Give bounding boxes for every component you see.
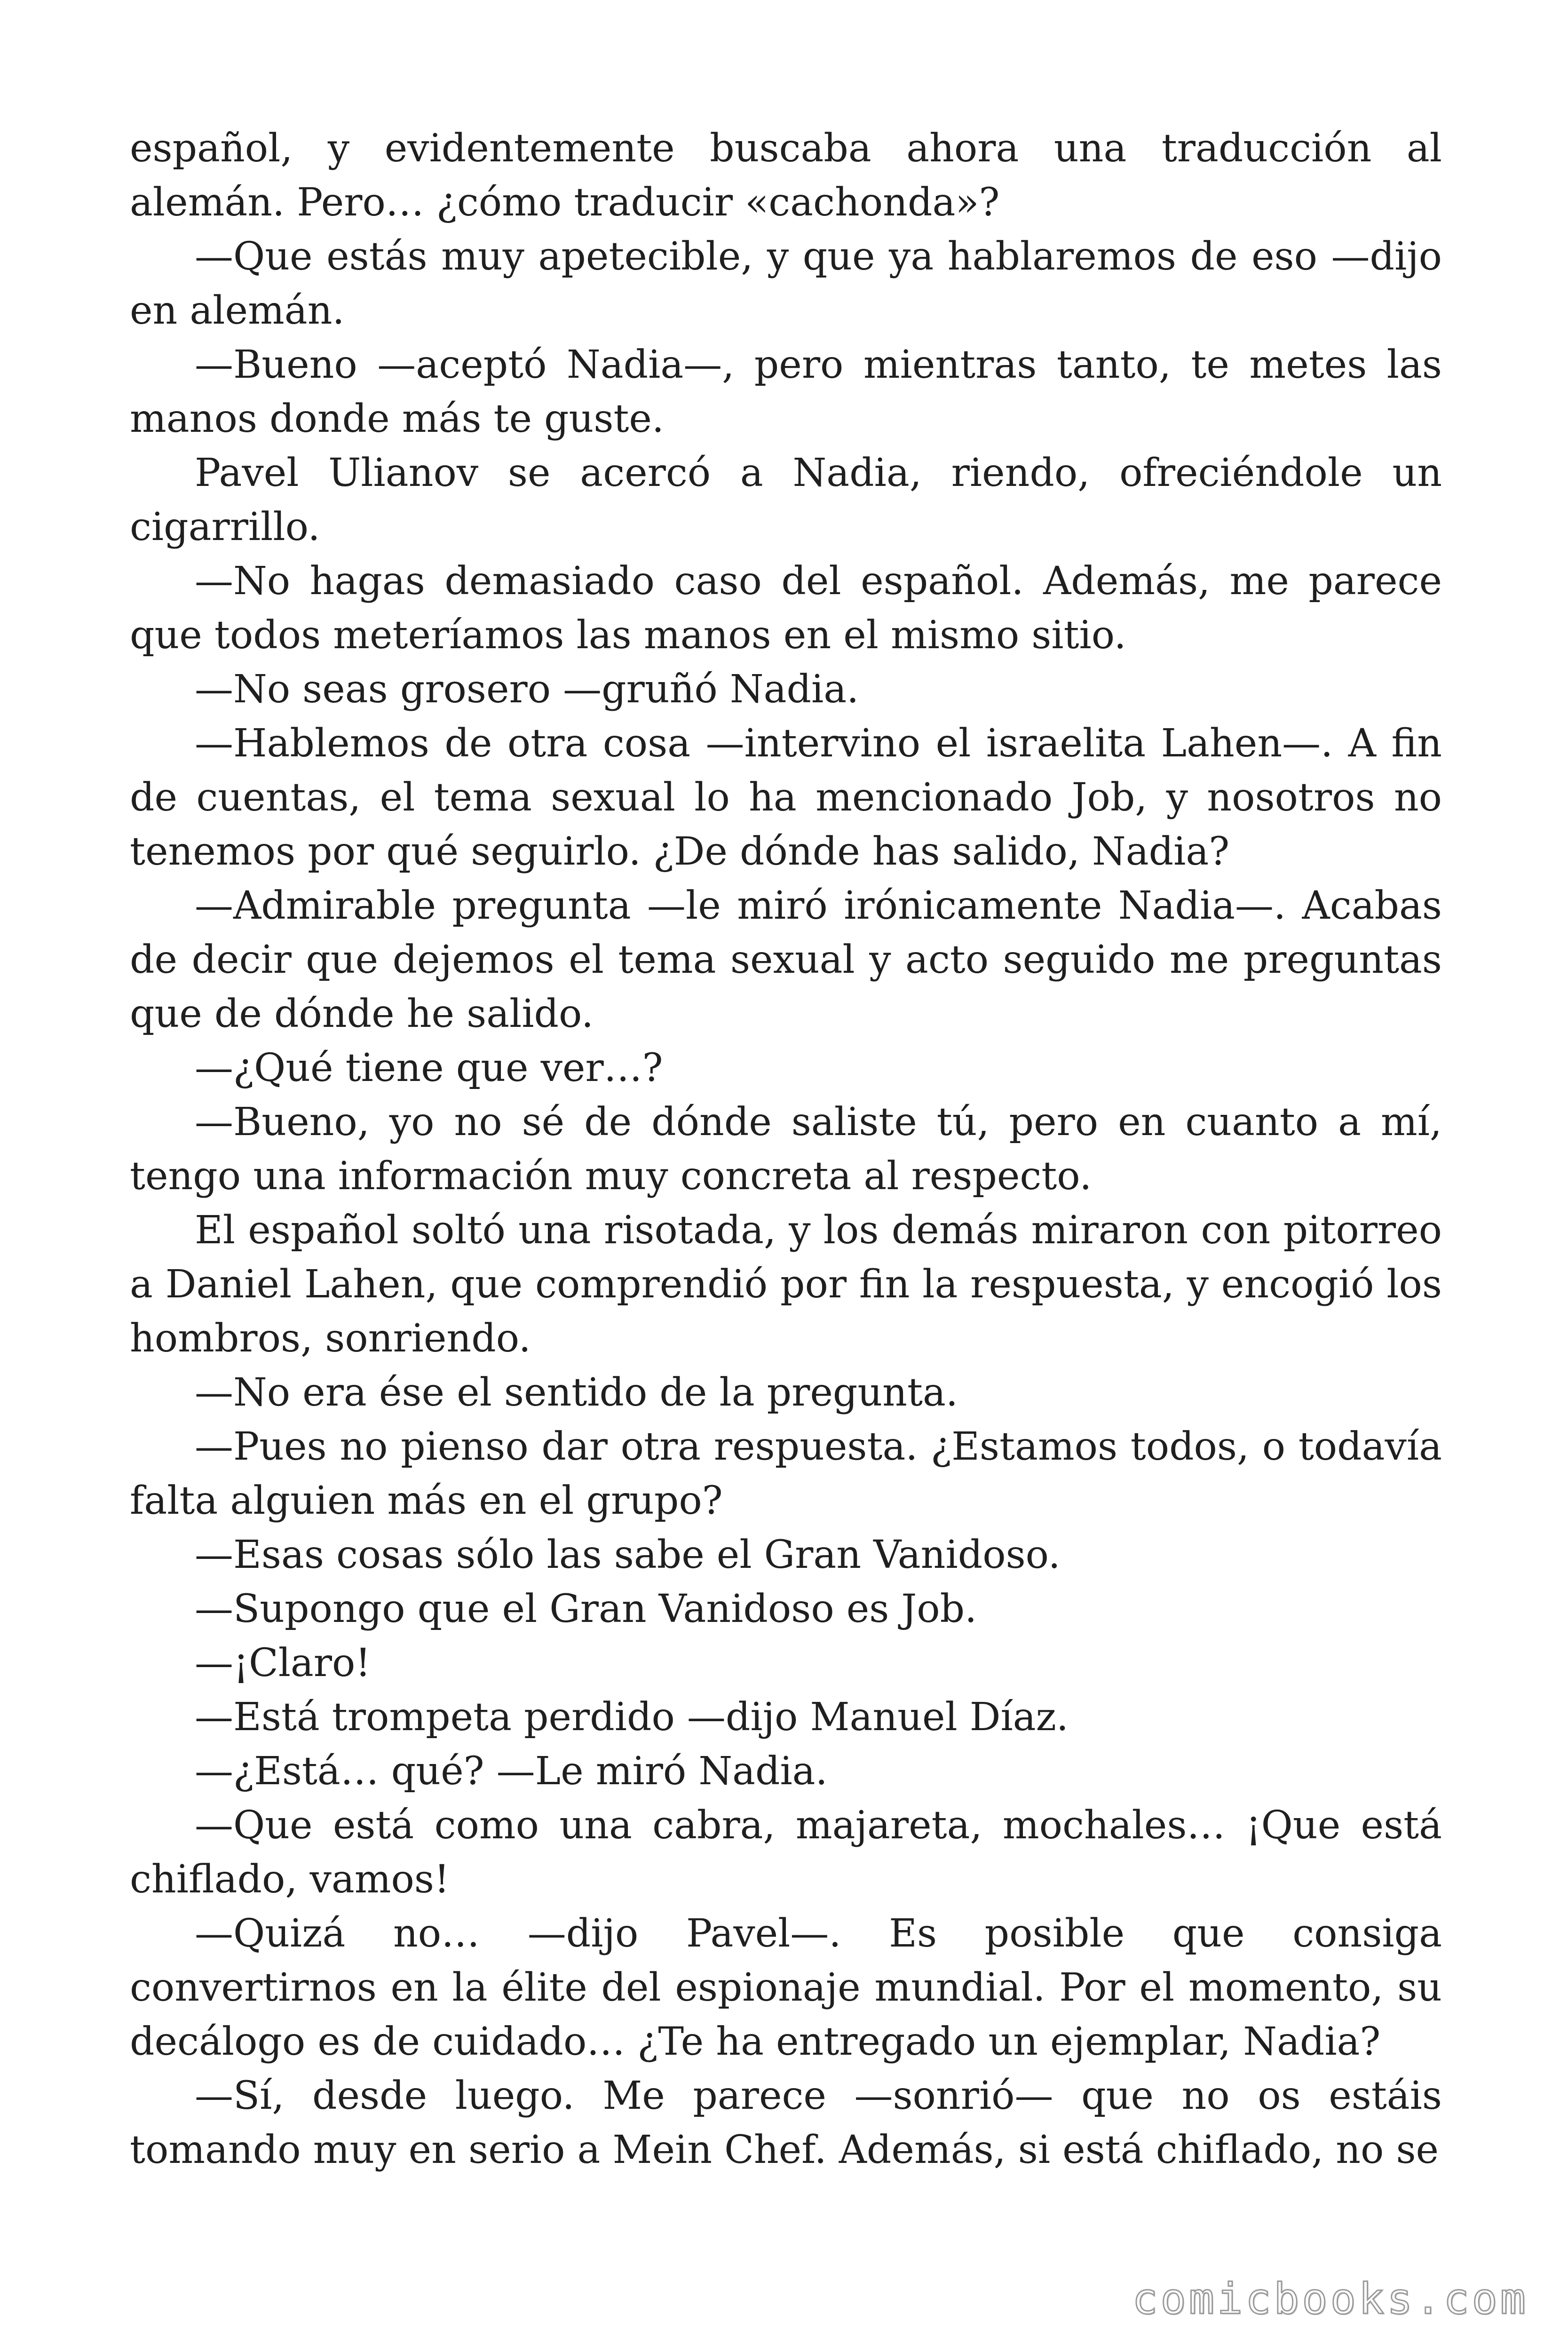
paragraph: —No hagas demasiado caso del español. Además, me parece que todos meteríamos las manos en el mismo sitio. [130, 559, 1442, 658]
paragraph: —¿Qué tiene que ver…? [195, 1046, 663, 1090]
paragraph: —Hablemos de otra cosa —intervino el israelita Lahen—. A fin de cuentas, el tema sexual lo ha mencionado Job, y nosotros no tenemos por qué seguirlo. ¿De dónde has salido, Nadia? [130, 721, 1442, 874]
paragraph: —No era ése el sentido de la pregunta. [195, 1370, 958, 1415]
paragraph: Pavel Ulianov se acercó a Nadia, riendo, ofreciéndole un cigarrillo. [130, 451, 1442, 549]
body-text [130, 121, 1442, 2177]
paragraph: El español soltó una risotada, y los demás miraron con pitorreo a Daniel Lahen, que comprendió por fin la respuesta, y encogió los hombros, sonriendo. [130, 1208, 1442, 1361]
paragraph: —Bueno, yo no sé de dónde saliste tú, pero en cuanto a mí, tengo una información muy concreta al respecto. [130, 1100, 1442, 1199]
watermark-text: comicbooks.com [1132, 2274, 1528, 2324]
paragraph: —Admirable pregunta —le miró irónicamente Nadia—. Acabas de decir que dejemos el tema sexual y acto seguido me preguntas que de dónde he salido. [130, 883, 1442, 1036]
paragraph: —Supongo que el Gran Vanidoso es Job. [195, 1587, 977, 1631]
paragraph: —Bueno —aceptó Nadia—, pero mientras tanto, te metes las manos donde más te guste. [130, 342, 1442, 441]
paragraph: —Que estás muy apetecible, y que ya hablaremos de eso —dijo en alemán. [130, 234, 1442, 333]
paragraph: —¿Está… qué? —Le miró Nadia. [195, 1749, 828, 1794]
paragraph: —Quizá no… —dijo Pavel—. Es posible que consiga convertirnos en la élite del espionaje mundial. Por el momento, su decálogo es de cuidado… ¿Te ha entregado un ejemplar, Nadia? [130, 1911, 1442, 2064]
paragraph: —No seas grosero —gruñó Nadia. [195, 667, 859, 712]
paragraph: —Sí, desde luego. Me parece —sonrió— que no os estáis tomando muy en serio a Mein Chef. Además, si está chiflado, no se [130, 2074, 1442, 2172]
paragraph: —Que está como una cabra, majareta, mochales… ¡Que está chiflado, vamos! [130, 1803, 1442, 1902]
paragraph: —Esas cosas sólo las sabe el Gran Vanidoso. [195, 1533, 1061, 1577]
paragraph: español, y evidentemente buscaba ahora una traducción al alemán. Pero… ¿cómo traducir «cachonda»? [130, 126, 1442, 225]
paragraph: —¡Claro! [195, 1641, 371, 1685]
paragraph: —Está trompeta perdido —dijo Manuel Díaz. [195, 1695, 1069, 1740]
paragraph: —Pues no pienso dar otra respuesta. ¿Estamos todos, o todavía falta alguien más en el grupo? [130, 1424, 1442, 1523]
